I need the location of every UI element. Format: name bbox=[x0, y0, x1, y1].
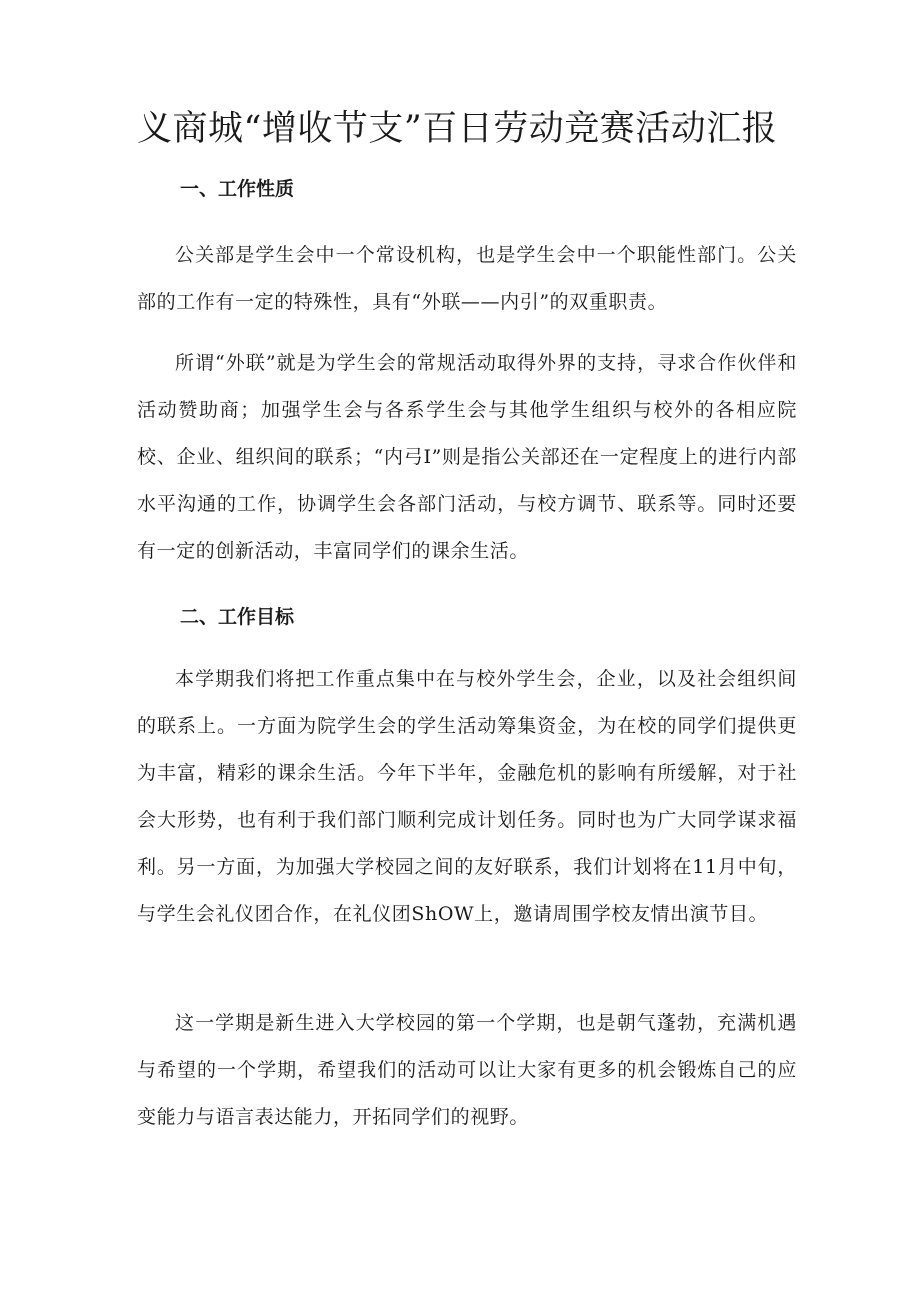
paragraph-nature-2: 所谓“外联”就是为学生会的常规活动取得外界的支持，寻求合作伙伴和活动赞助商；加强学生会与各系学生会与其他学生组织与校外的各相应院校、企业、组织间的联系；“内弓I”则是指公关部还在一定程度上的进行内部水平沟通的工作，协调学生会各部门活动，与校方调节、联系等。同时还要有一定的创新活动，丰富同学们的课余生活。 bbox=[137, 352, 797, 562]
paragraph-goals-1: 本学期我们将把工作重点集中在与校外学生会，企业，以及社会组织间的联系上。一方面为院学生会的学生活动筹集资金，为在校的同学们提供更为丰富，精彩的课余生活。今年下半年，金融危机的影响有所缓解，对于社会大形势，也有利于我们部门顺利完成计划任务。同时也为广大同学谋求福利。另一方面，为加强大学校园之间的友好联系，我们计划将在11月中旬，与学生会礼仪团合作，在礼仪团ShOW上，邀请周围学校友情出演节目。 bbox=[137, 668, 797, 925]
document-title: 义商城“增收节支”百日劳动竞赛活动汇报 bbox=[137, 109, 778, 149]
paragraph-goals-2: 这一学期是新生进入大学校园的第一个学期，也是朝气蓬勃，充满机遇与希望的一个学期，希望我们的活动可以让大家有更多的机会锻炼自己的应变能力与语言表达能力，开拓同学们的视野。 bbox=[137, 1012, 797, 1128]
section-heading-goals: 二、工作目标 bbox=[180, 606, 295, 628]
section-heading-nature: 一、工作性质 bbox=[180, 178, 295, 200]
paragraph-nature-1: 公关部是学生会中一个常设机构，也是学生会中一个职能性部门。公关部的工作有一定的特殊性，具有“外联——内引”的双重职责。 bbox=[137, 244, 797, 313]
